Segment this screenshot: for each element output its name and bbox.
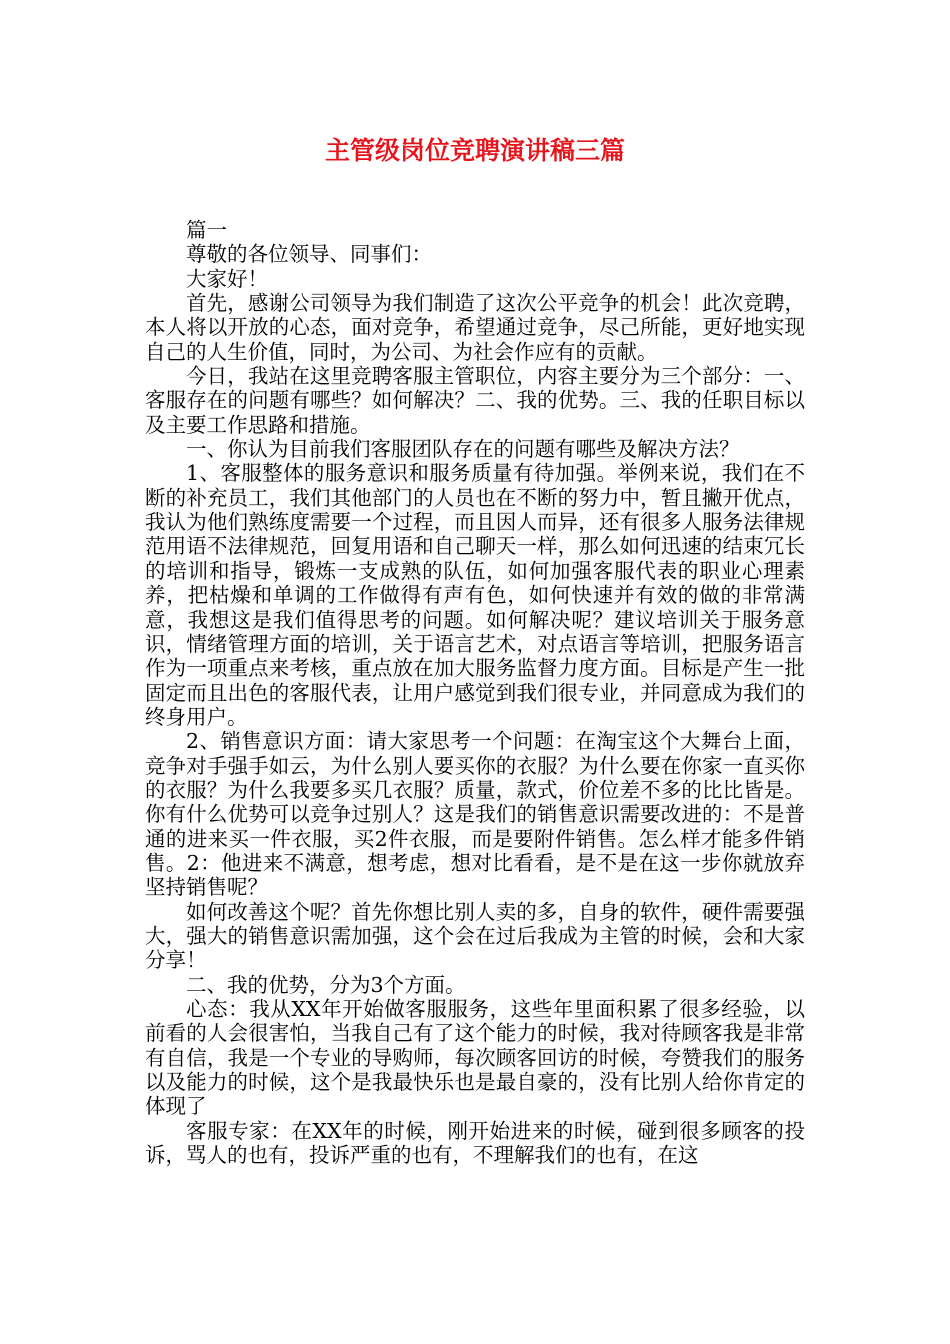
paragraph: 1、客服整体的服务意识和服务质量有待加强。举例来说，我们在不断的补充员工，我们其他部门的人员也在不断的努力中，暂且撇开优点，我认为他们熟练度需要一个过程，而且因人而异，还有很多人服务法律规范用语不法律规范，回复用语和自己聊天一样，那么如何迅速的结束冗长的培训和指导，锻炼一支成熟的队伍，如何加强客服代表的职业心理素养，把枯燥和单调的工作做得有声有色，如何快速并有效的做的非常满意，我想这是我们值得思考的问题。如何解决呢？建议培训关于服务意识，情绪管理方面的培训，关于语言艺术，对点语言等培训，把服务语言作为一项重点来考核，重点放在加大服务监督力度方面。目标是产生一批固定而且出色的客服代表，让用户感觉到我们很专业，并同意成为我们的终身用户。 bbox=[145, 461, 805, 729]
document-title: 主管级岗位竞聘演讲稿三篇 bbox=[324, 136, 625, 165]
paragraph: 客服专家：在XX年的时候，刚开始进来的时候，碰到很多顾客的投诉，骂人的也有，投诉严重的也有，不理解我们的也有，在这 bbox=[145, 1118, 805, 1168]
paragraph-salutation: 尊敬的各位领导、同事们： bbox=[186, 242, 432, 267]
paragraph-section-label: 篇一 bbox=[186, 218, 227, 242]
paragraph: 首先，感谢公司领导为我们制造了这次公平竞争的机会！此次竞聘，本人将以开放的心态，面对竞争，希望通过竞争，尽己所能，更好地实现自己的人生价值，同时，为公司、为社会作应有的贡献。 bbox=[145, 291, 805, 364]
paragraph: 心态：我从XX年开始做客服服务，这些年里面积累了很多经验，以前看的人会很害怕，当我自己有了这个能力的时候，我对待顾客我是非常有自信，我是一个专业的导购师，每次顾客回访的时候，夸赞我们的服务以及能力的时候，这个是我最快乐也是最自豪的，没有比别人给你肯定的体现了 bbox=[145, 997, 805, 1119]
paragraph-greeting: 大家好！ bbox=[186, 266, 268, 291]
document-body bbox=[145, 218, 805, 1167]
paragraph: 如何改善这个呢？首先你想比别人卖的多，自身的软件，硬件需要强大，强大的销售意识需加强，这个会在过后我成为主管的时候，会和大家分享！ bbox=[145, 899, 805, 973]
paragraph: 二、我的优势，分为3个方面。 bbox=[186, 972, 466, 997]
paragraph: 一、你认为目前我们客服团队存在的问题有哪些及解决方法？ bbox=[186, 437, 740, 462]
paragraph: 今日，我站在这里竞聘客服主管职位，内容主要分为三个部分：一、客服存在的问题有哪些？如何解决？二、我的优势。三、我的任职目标以及主要工作思路和措施。 bbox=[145, 364, 805, 437]
paragraph: 2、销售意识方面：请大家思考一个问题：在淘宝这个大舞台上面，竞争对手强手如云，为什么别人要买你的衣服？为什么要在你家一直买你的衣服？为什么我要多买几衣服？质量，款式，价位差不多的比比皆是。你有什么优势可以竞争过别人？这是我们的销售意识需要改进的：不是普通的进来买一件衣服，买2件衣服，而是要附件销售。怎么样才能多件销售。2：他进来不满意，想考虑，想对比看看，是不是在这一步你就放弃坚持销售呢？ bbox=[145, 729, 805, 900]
